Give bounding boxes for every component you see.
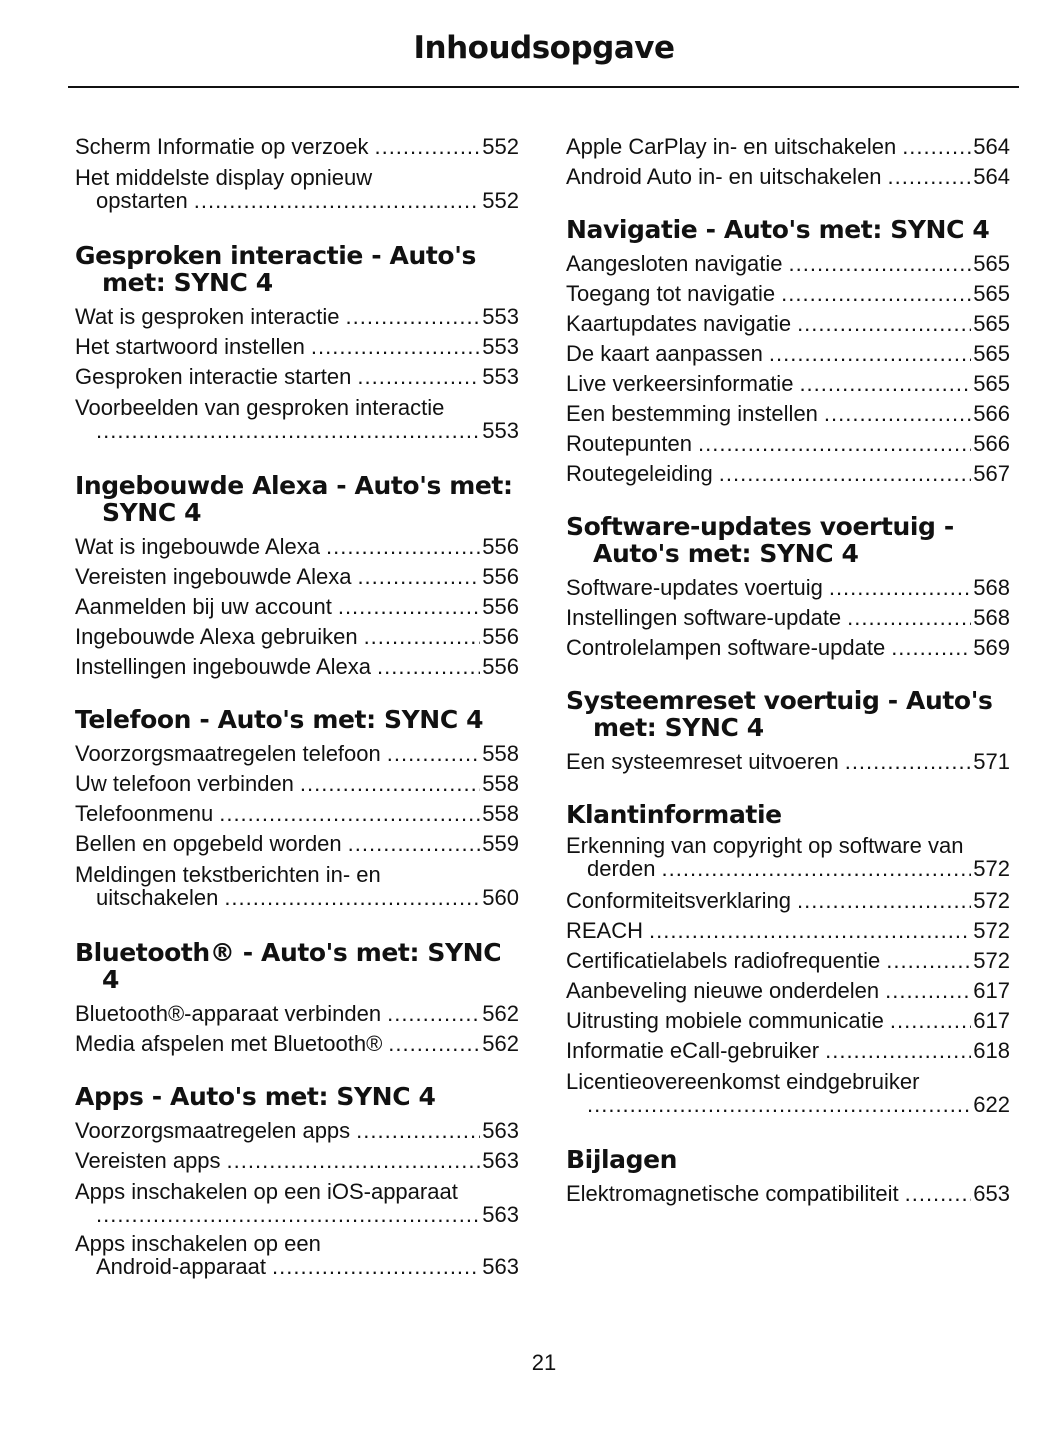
toc-entry[interactable]: [566, 309, 1010, 339]
entry-page: 564: [973, 164, 1010, 189]
toc-entry[interactable]: [566, 976, 1010, 1006]
toc-entry[interactable]: [75, 1146, 519, 1176]
entry-page: 565: [973, 341, 1010, 366]
toc-entry[interactable]: [75, 166, 519, 212]
entry-page: 552: [482, 134, 519, 159]
dot-leader: [364, 622, 481, 652]
entry-page: 572: [973, 948, 1010, 973]
entry-title: Instellingen software-update: [566, 605, 842, 630]
dot-leader: [227, 1146, 481, 1176]
entry-title: Gesproken interactie starten: [75, 364, 352, 389]
toc-entry[interactable]: [75, 1029, 519, 1059]
dot-leader: [96, 419, 480, 442]
toc-entry[interactable]: [75, 739, 519, 769]
entry-title: Uw telefoon verbinden: [75, 771, 294, 796]
entry-title: Software-updates voertuig: [566, 575, 823, 600]
entry-page: 572: [973, 856, 1010, 881]
dot-leader: [847, 603, 971, 633]
entry-page: 565: [973, 371, 1010, 396]
entry-page: 567: [973, 461, 1010, 486]
toc-entry[interactable]: [566, 162, 1010, 192]
dot-leader: [338, 592, 480, 622]
entry-title: Controlelampen software-update: [566, 635, 886, 660]
toc-entry[interactable]: [75, 332, 519, 362]
toc-entry[interactable]: [75, 396, 519, 442]
page-title: Inhoudsopgave: [413, 30, 675, 66]
toc-entry[interactable]: [75, 562, 519, 592]
section-spacer: [566, 777, 1010, 801]
entry-title: Bellen en opgebeld worden: [75, 831, 342, 856]
entry-page: 653: [973, 1181, 1010, 1206]
toc-entry[interactable]: [566, 603, 1010, 633]
section-heading: Klantinformatie: [566, 800, 782, 829]
toc-entry[interactable]: [566, 633, 1010, 663]
entry-title: Aangesloten navigatie: [566, 251, 783, 276]
entry-page: 558: [482, 801, 519, 826]
entry-continuation: [75, 1203, 519, 1226]
toc-right-column: [566, 132, 1010, 1209]
toc-entry[interactable]: [566, 132, 1010, 162]
entry-title: Wat is gesproken interactie: [75, 304, 340, 329]
toc-entry[interactable]: [566, 1036, 1010, 1066]
dot-leader: [797, 309, 971, 339]
dot-leader: [888, 162, 972, 192]
dot-leader: [311, 332, 480, 362]
dot-leader: [902, 132, 971, 162]
dot-leader: [348, 829, 481, 859]
dot-leader: [890, 1006, 971, 1036]
entry-page: 569: [973, 635, 1010, 660]
entry-page: 556: [482, 654, 519, 679]
entry-title: Ingebouwde Alexa gebruiken: [75, 624, 358, 649]
dot-leader: [845, 747, 972, 777]
toc-entry[interactable]: [75, 829, 519, 859]
entry-title: Routepunten: [566, 431, 692, 456]
entry-page: 562: [482, 1001, 519, 1026]
entry-title-cont: Android-apparaat: [96, 1254, 267, 1279]
dot-leader: [272, 1255, 480, 1278]
toc-entry[interactable]: [75, 652, 519, 682]
entry-page: 563: [482, 1254, 519, 1279]
page-number: 21: [531, 1350, 557, 1375]
entry-continuation: [566, 857, 1010, 880]
section-spacer: [75, 218, 519, 242]
toc-entry[interactable]: [75, 532, 519, 562]
entry-page: 566: [973, 401, 1010, 426]
entry-title: Routegeleiding: [566, 461, 713, 486]
entry-title: Voorzorgsmaatregelen telefoon: [75, 741, 381, 766]
entry-title: Een bestemming instellen: [566, 401, 818, 426]
entry-page: 553: [482, 304, 519, 329]
entry-title-cont: uitschakelen: [96, 885, 219, 910]
section-spacer: [75, 1059, 519, 1083]
toc-entry[interactable]: [566, 429, 1010, 459]
toc-left-column: [75, 132, 519, 1284]
toc-entry[interactable]: [566, 886, 1010, 916]
toc-entry[interactable]: [566, 249, 1010, 279]
entry-page: 560: [482, 885, 519, 910]
toc-entry[interactable]: [566, 1070, 1010, 1116]
section-heading: Software-updates voertuig - Auto's met: SYNC 4: [566, 512, 954, 568]
entry-page: 568: [973, 575, 1010, 600]
toc-entry[interactable]: [75, 863, 519, 909]
dot-leader: [326, 532, 480, 562]
dot-leader: [797, 886, 971, 916]
dot-leader: [377, 652, 480, 682]
section-spacer: [566, 192, 1010, 216]
entry-title: Elektromagnetische compatibiliteit: [566, 1181, 899, 1206]
entry-title: Instellingen ingebouwde Alexa: [75, 654, 372, 679]
entry-page: 564: [973, 134, 1010, 159]
dot-leader: [388, 1029, 480, 1059]
toc-entry[interactable]: [566, 946, 1010, 976]
entry-page: 563: [482, 1118, 519, 1143]
entry-title: Conformiteitsverklaring: [566, 888, 791, 913]
dot-leader: [96, 1203, 480, 1226]
entry-page: 563: [482, 1148, 519, 1173]
dot-leader: [649, 916, 971, 946]
entry-title: Vereisten ingebouwde Alexa: [75, 564, 352, 589]
entry-page: 558: [482, 741, 519, 766]
entry-page: 566: [973, 431, 1010, 456]
section-heading: Gesproken interactie - Auto's met: SYNC 4: [75, 241, 476, 297]
entry-title: Android Auto in- en uitschakelen: [566, 164, 882, 189]
entry-continuation: [566, 1093, 1010, 1116]
toc-entry[interactable]: [75, 799, 519, 829]
dot-leader: [891, 633, 971, 663]
dot-leader: [300, 769, 480, 799]
dot-leader: [886, 946, 971, 976]
dot-leader: [587, 1093, 971, 1116]
toc-entry[interactable]: [75, 362, 519, 392]
section-heading: Ingebouwde Alexa - Auto's met: SYNC 4: [75, 471, 513, 527]
entry-title: Informatie eCall-gebruiker: [566, 1038, 820, 1063]
section-heading: Telefoon - Auto's met: SYNC 4: [75, 705, 484, 734]
entry-title: Scherm Informatie op verzoek: [75, 134, 369, 159]
entry-page: 556: [482, 594, 519, 619]
dot-leader: [885, 976, 971, 1006]
entry-title-cont: opstarten: [96, 188, 188, 213]
entry-page: 562: [482, 1031, 519, 1056]
dot-leader: [357, 362, 480, 392]
entry-page: 558: [482, 771, 519, 796]
entry-page: 565: [973, 311, 1010, 336]
entry-page: 618: [973, 1038, 1010, 1063]
section-heading: Bijlagen: [566, 1145, 678, 1174]
toc-entry[interactable]: [75, 1180, 519, 1226]
toc-entry[interactable]: [75, 1116, 519, 1146]
toc-entry[interactable]: [566, 834, 1010, 880]
dot-leader: [194, 189, 481, 212]
entry-title: Live verkeersinformatie: [566, 371, 794, 396]
entry-title: Uitrusting mobiele communicatie: [566, 1008, 884, 1033]
entry-title: Het startwoord instellen: [75, 334, 305, 359]
section-spacer: [566, 489, 1010, 513]
toc-entry[interactable]: [566, 399, 1010, 429]
dot-leader: [719, 459, 972, 489]
toc-entry[interactable]: [566, 339, 1010, 369]
dot-leader: [374, 132, 480, 162]
toc-entry[interactable]: [75, 769, 519, 799]
entry-title: Apps inschakelen op een iOS-apparaat: [75, 1179, 458, 1204]
entry-title: Apple CarPlay in- en uitschakelen: [566, 134, 897, 159]
entry-page: 565: [973, 251, 1010, 276]
entry-continuation: [75, 1255, 519, 1278]
toc-entry[interactable]: [566, 459, 1010, 489]
toc-entry[interactable]: [75, 592, 519, 622]
entry-title: Toegang tot navigatie: [566, 281, 776, 306]
toc-entry[interactable]: [566, 747, 1010, 777]
entry-page: 563: [482, 1202, 519, 1227]
section-heading: Bluetooth® - Auto's met: SYNC 4: [75, 938, 502, 994]
dot-leader: [357, 562, 480, 592]
entry-title: Voorzorgsmaatregelen apps: [75, 1118, 351, 1143]
entry-title: Vereisten apps: [75, 1148, 221, 1173]
entry-page: 556: [482, 534, 519, 559]
dot-leader: [387, 999, 480, 1029]
dot-leader: [224, 886, 480, 909]
entry-title: Telefoonmenu: [75, 801, 214, 826]
entry-title: Het middelste display opnieuw: [75, 165, 373, 190]
entry-page: 559: [482, 831, 519, 856]
toc-entry[interactable]: [566, 573, 1010, 603]
entry-title: Certificatielabels radiofrequentie: [566, 948, 881, 973]
entry-page: 571: [973, 749, 1010, 774]
entry-title-cont: derden: [587, 856, 656, 881]
entry-page: 572: [973, 888, 1010, 913]
toc-entry[interactable]: [566, 1179, 1010, 1209]
entry-page: 556: [482, 624, 519, 649]
entry-page: 552: [482, 188, 519, 213]
dot-leader: [356, 1116, 480, 1146]
entry-page: 568: [973, 605, 1010, 630]
entry-title: Apps inschakelen op een: [75, 1231, 321, 1256]
dot-leader: [346, 302, 481, 332]
entry-title: De kaart aanpassen: [566, 341, 763, 366]
toc-entry[interactable]: [75, 132, 519, 162]
entry-title: Media afspelen met Bluetooth®: [75, 1031, 383, 1056]
dot-leader: [662, 857, 972, 880]
dot-leader: [825, 1036, 971, 1066]
entry-title: Wat is ingebouwde Alexa: [75, 534, 320, 559]
entry-page: 617: [973, 1008, 1010, 1033]
toc-entry[interactable]: [566, 1006, 1010, 1036]
dot-leader: [698, 429, 971, 459]
section-heading: Apps - Auto's met: SYNC 4: [75, 1082, 436, 1111]
dot-leader: [799, 369, 971, 399]
entry-title: Kaartupdates navigatie: [566, 311, 792, 336]
section-spacer: [566, 663, 1010, 687]
entry-continuation: [75, 886, 519, 909]
entry-page: 553: [482, 418, 519, 443]
entry-page: 622: [973, 1092, 1010, 1117]
dot-leader: [905, 1179, 972, 1209]
entry-page: 565: [973, 281, 1010, 306]
dot-leader: [769, 339, 971, 369]
toc-entry[interactable]: [75, 622, 519, 652]
section-spacer: [566, 1122, 1010, 1146]
section-spacer: [75, 448, 519, 472]
toc-entry[interactable]: [75, 999, 519, 1029]
section-heading: Systeemreset voertuig - Auto's met: SYNC 4: [566, 686, 993, 742]
dot-leader: [824, 399, 971, 429]
dot-leader: [219, 799, 480, 829]
entry-title: Licentieovereenkomst eindgebruiker: [566, 1069, 920, 1094]
toc-entry[interactable]: [566, 279, 1010, 309]
entry-title: Aanbeveling nieuwe onderdelen: [566, 978, 880, 1003]
entry-title: Aanmelden bij uw account: [75, 594, 332, 619]
entry-title: Meldingen tekstberichten in- en: [75, 862, 381, 887]
entry-page: 556: [482, 564, 519, 589]
section-spacer: [75, 915, 519, 939]
entry-page: 572: [973, 918, 1010, 943]
toc-entry[interactable]: [566, 916, 1010, 946]
entry-continuation: [75, 419, 519, 442]
entry-title: Bluetooth®-apparaat verbinden: [75, 1001, 382, 1026]
dot-leader: [781, 279, 971, 309]
toc-entry[interactable]: [566, 369, 1010, 399]
entry-title: Voorbeelden van gesproken interactie: [75, 395, 445, 420]
toc-entry[interactable]: [75, 1232, 519, 1278]
title-divider: [68, 86, 1019, 88]
dot-leader: [829, 573, 971, 603]
section-heading: Navigatie - Auto's met: SYNC 4: [566, 215, 990, 244]
entry-continuation: [75, 189, 519, 212]
entry-title: REACH: [566, 918, 644, 943]
entry-page: 553: [482, 334, 519, 359]
entry-title: Een systeemreset uitvoeren: [566, 749, 839, 774]
entry-title: Erkenning van copyright op software van: [566, 833, 964, 858]
section-spacer: [75, 682, 519, 706]
toc-entry[interactable]: [75, 302, 519, 332]
dot-leader: [387, 739, 481, 769]
dot-leader: [789, 249, 972, 279]
entry-page: 617: [973, 978, 1010, 1003]
entry-page: 553: [482, 364, 519, 389]
